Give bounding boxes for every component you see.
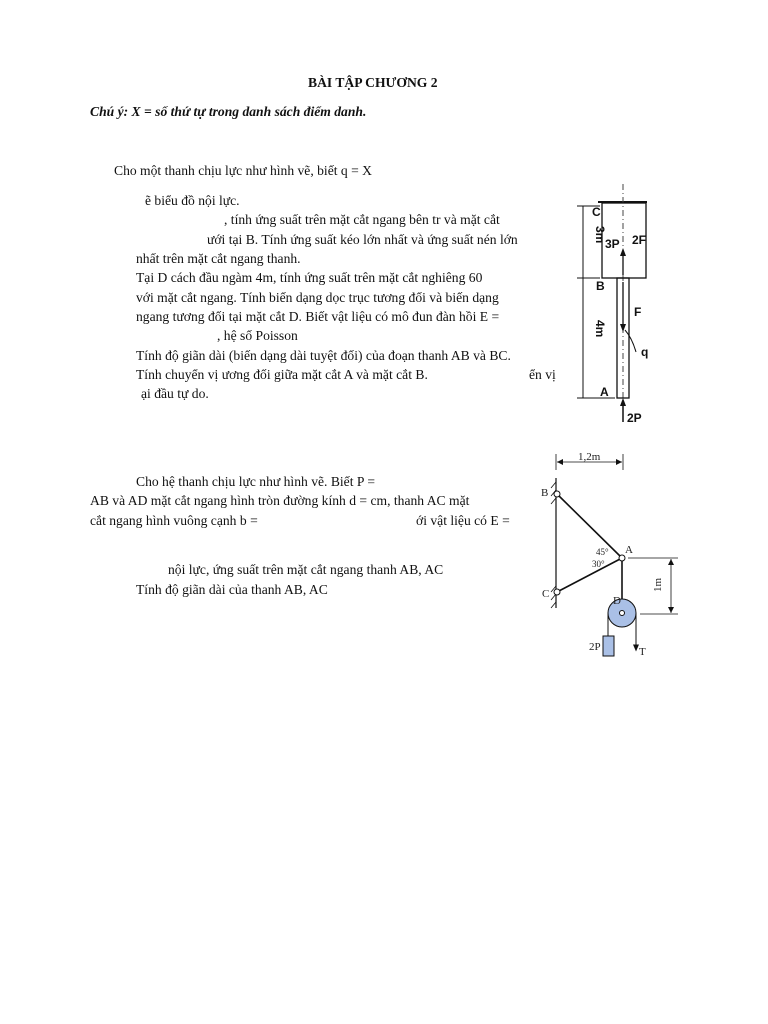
weight-2p-label: 2P [589, 641, 601, 653]
problem1-line: ại đầu tự do. [141, 386, 209, 401]
problem2-line: cắt ngang hình vuông cạnh b = [90, 513, 258, 528]
problem1-line: , hệ số Poisson [217, 328, 298, 343]
attendance-note: Chú ý: X = số thứ tự trong danh sách điểm danh. [90, 104, 367, 119]
dim-1-2m-label: 1,2m [578, 451, 601, 463]
problem1-line: với mặt cắt ngang. Tính biến dạng dọc trục tương đối và biến dạng [136, 290, 499, 305]
node-d-label: D [613, 595, 621, 607]
force-2p-label: 2P [627, 411, 642, 425]
problem1-intro: Cho một thanh chịu lực như hình vẽ, biết q = X [114, 163, 372, 178]
pin-b [554, 491, 560, 497]
bar-ac [557, 558, 622, 592]
node-c-label: C [542, 588, 550, 600]
problem1-line: ển vị [529, 367, 556, 382]
force-t-label: T [639, 646, 646, 658]
problem2-line: nội lực, ứng suất trên mặt cắt ngang thanh AB, AC [168, 562, 444, 577]
problem1-line: ẽ biểu đồ nội lực. [145, 193, 240, 208]
angle-30-label: 30° [592, 559, 605, 569]
force-2f-label: 2F [632, 233, 647, 247]
page-title: BÀI TẬP CHƯƠNG 2 [308, 75, 438, 90]
force-3p-label: 3P [605, 237, 620, 251]
node-a-label: A [625, 544, 633, 556]
problem1-line: ngang tương đối tại mặt cắt D. Biết vật liệu có mô đun đàn hồi E = [136, 309, 500, 324]
problem2-line: AB và AD mặt cắt ngang hình tròn đường kính d = cm, thanh AC mặt [90, 493, 470, 508]
node-b-label: B [596, 279, 605, 293]
problem1-line: Tính chuyển vị ương đối giữa mặt cắt A và mặt cắt B. [136, 367, 428, 382]
pin-c [554, 589, 560, 595]
problem1-line: Tại D cách đầu ngàm 4m, tính ứng suất trên mặt cắt nghiêng 60 [136, 270, 483, 285]
force-f-label: F [634, 305, 642, 319]
node-b-label: B [541, 487, 549, 499]
problem2-line: Cho hệ thanh chịu lực như hình vẽ. Biết P = [136, 474, 375, 489]
problem1-line: ưới tại B. Tính ứng suất kéo lớn nhất và ứng suất nén lớn [207, 232, 518, 247]
dim-1m-label: 1m [652, 577, 664, 592]
angle-45-label: 45° [596, 547, 609, 557]
problem2-line: ới vật liệu có E = [416, 513, 510, 528]
load-q-label: q [641, 345, 649, 359]
length-4m-label: 4m [593, 320, 607, 338]
pulley-axle [620, 611, 625, 616]
problem2-line: Tính độ giãn dài của thanh AB, AC [136, 582, 328, 597]
problem1-line: nhất trên mặt cắt ngang thanh. [136, 251, 301, 266]
bar-ab [557, 494, 622, 558]
distributed-load-q [625, 330, 636, 352]
node-c-label: C [592, 205, 601, 219]
problem1-line: Tính độ giãn dài (biến dạng dài tuyệt đối) của đoạn thanh AB và BC. [136, 348, 511, 363]
weight-2p [603, 636, 614, 656]
problem1-line: , tính ứng suất trên mặt cắt ngang bên tr và mặt cắt [224, 212, 500, 227]
length-3m-label: 3m [593, 226, 607, 244]
node-a-label: A [600, 385, 609, 399]
bar-figure [570, 182, 650, 428]
truss-figure [534, 446, 684, 664]
